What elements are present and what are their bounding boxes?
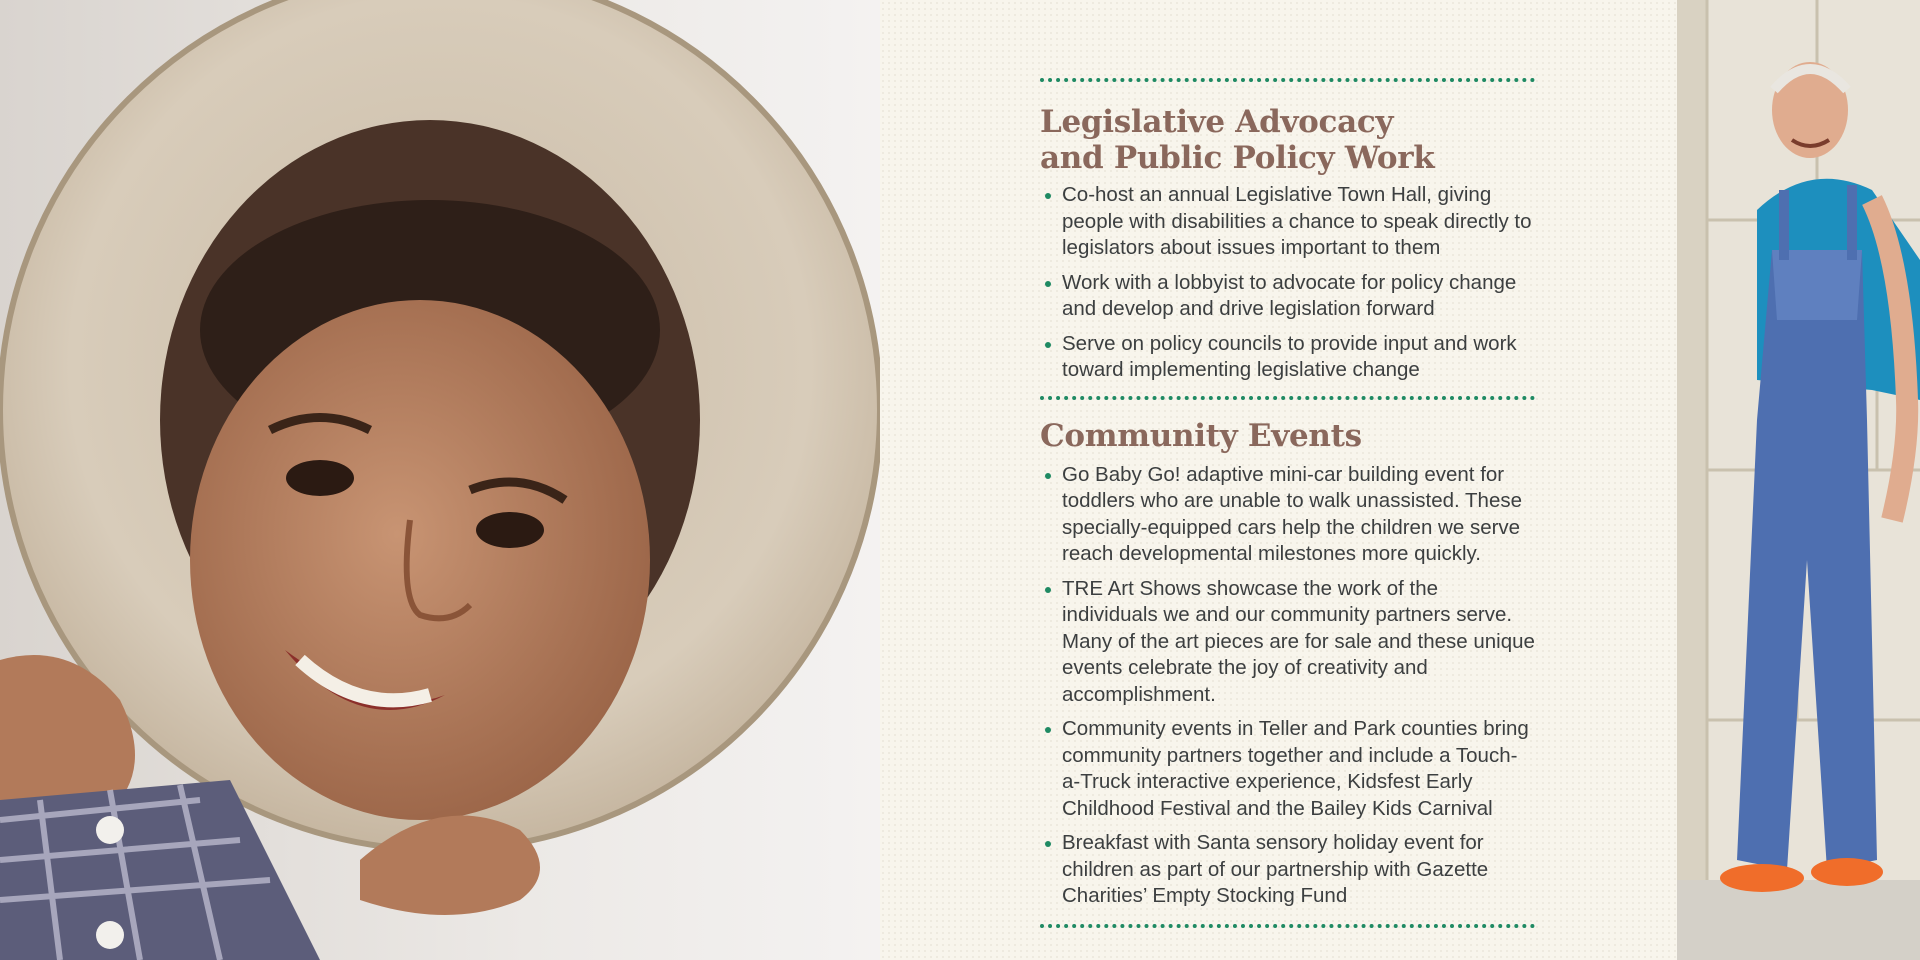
dotted-rule-bottom [1040, 924, 1535, 928]
section-community-events [1040, 418, 1535, 910]
man-overalls-photo [1677, 0, 1920, 960]
list-item: TRE Art Shows showcase the work of the individuals we and our community partners serve. Many of the art pieces are for sale and these unique events celebrate the joy of creativity and accomplishment. [1040, 576, 1535, 709]
content-panel [880, 0, 1677, 960]
bullet-list [1040, 462, 1535, 910]
list-item: Go Baby Go! adaptive mini-car building event for toddlers who are unable to walk unassisted. These specially-equipped cars help the children we serve reach developmental milestones more quickly. [1040, 462, 1535, 568]
list-item: Serve on policy councils to provide input and work toward implementing legislative change [1040, 331, 1535, 384]
heading-line-2: and Public Policy Work [1040, 140, 1435, 176]
list-item: Breakfast with Santa sensory holiday event for children as part of our partnership with Gazette Charities’ Empty Stocking Fund [1040, 830, 1535, 910]
section-heading [1040, 418, 1535, 454]
heading-line-1: Legislative Advocacy [1040, 104, 1394, 140]
child-cowboy-hat-photo [0, 0, 880, 960]
heading-line-1: Community Events [1040, 417, 1362, 454]
section-heading [1040, 104, 1535, 176]
dotted-rule-middle [1040, 396, 1535, 400]
dotted-rule-top [1040, 78, 1535, 82]
list-item: Work with a lobbyist to advocate for policy change and develop and drive legislation forward [1040, 270, 1535, 323]
list-item: Community events in Teller and Park counties bring community partners together and include a Touch-a-Truck interactive experience, Kidsfest Early Childhood Festival and the Bailey Kids Carnival [1040, 716, 1535, 822]
section-legislative [1040, 104, 1535, 384]
bullet-list [1040, 182, 1535, 384]
list-item: Co-host an annual Legislative Town Hall, giving people with disabilities a chance to speak directly to legislators about issues important to them [1040, 182, 1535, 262]
